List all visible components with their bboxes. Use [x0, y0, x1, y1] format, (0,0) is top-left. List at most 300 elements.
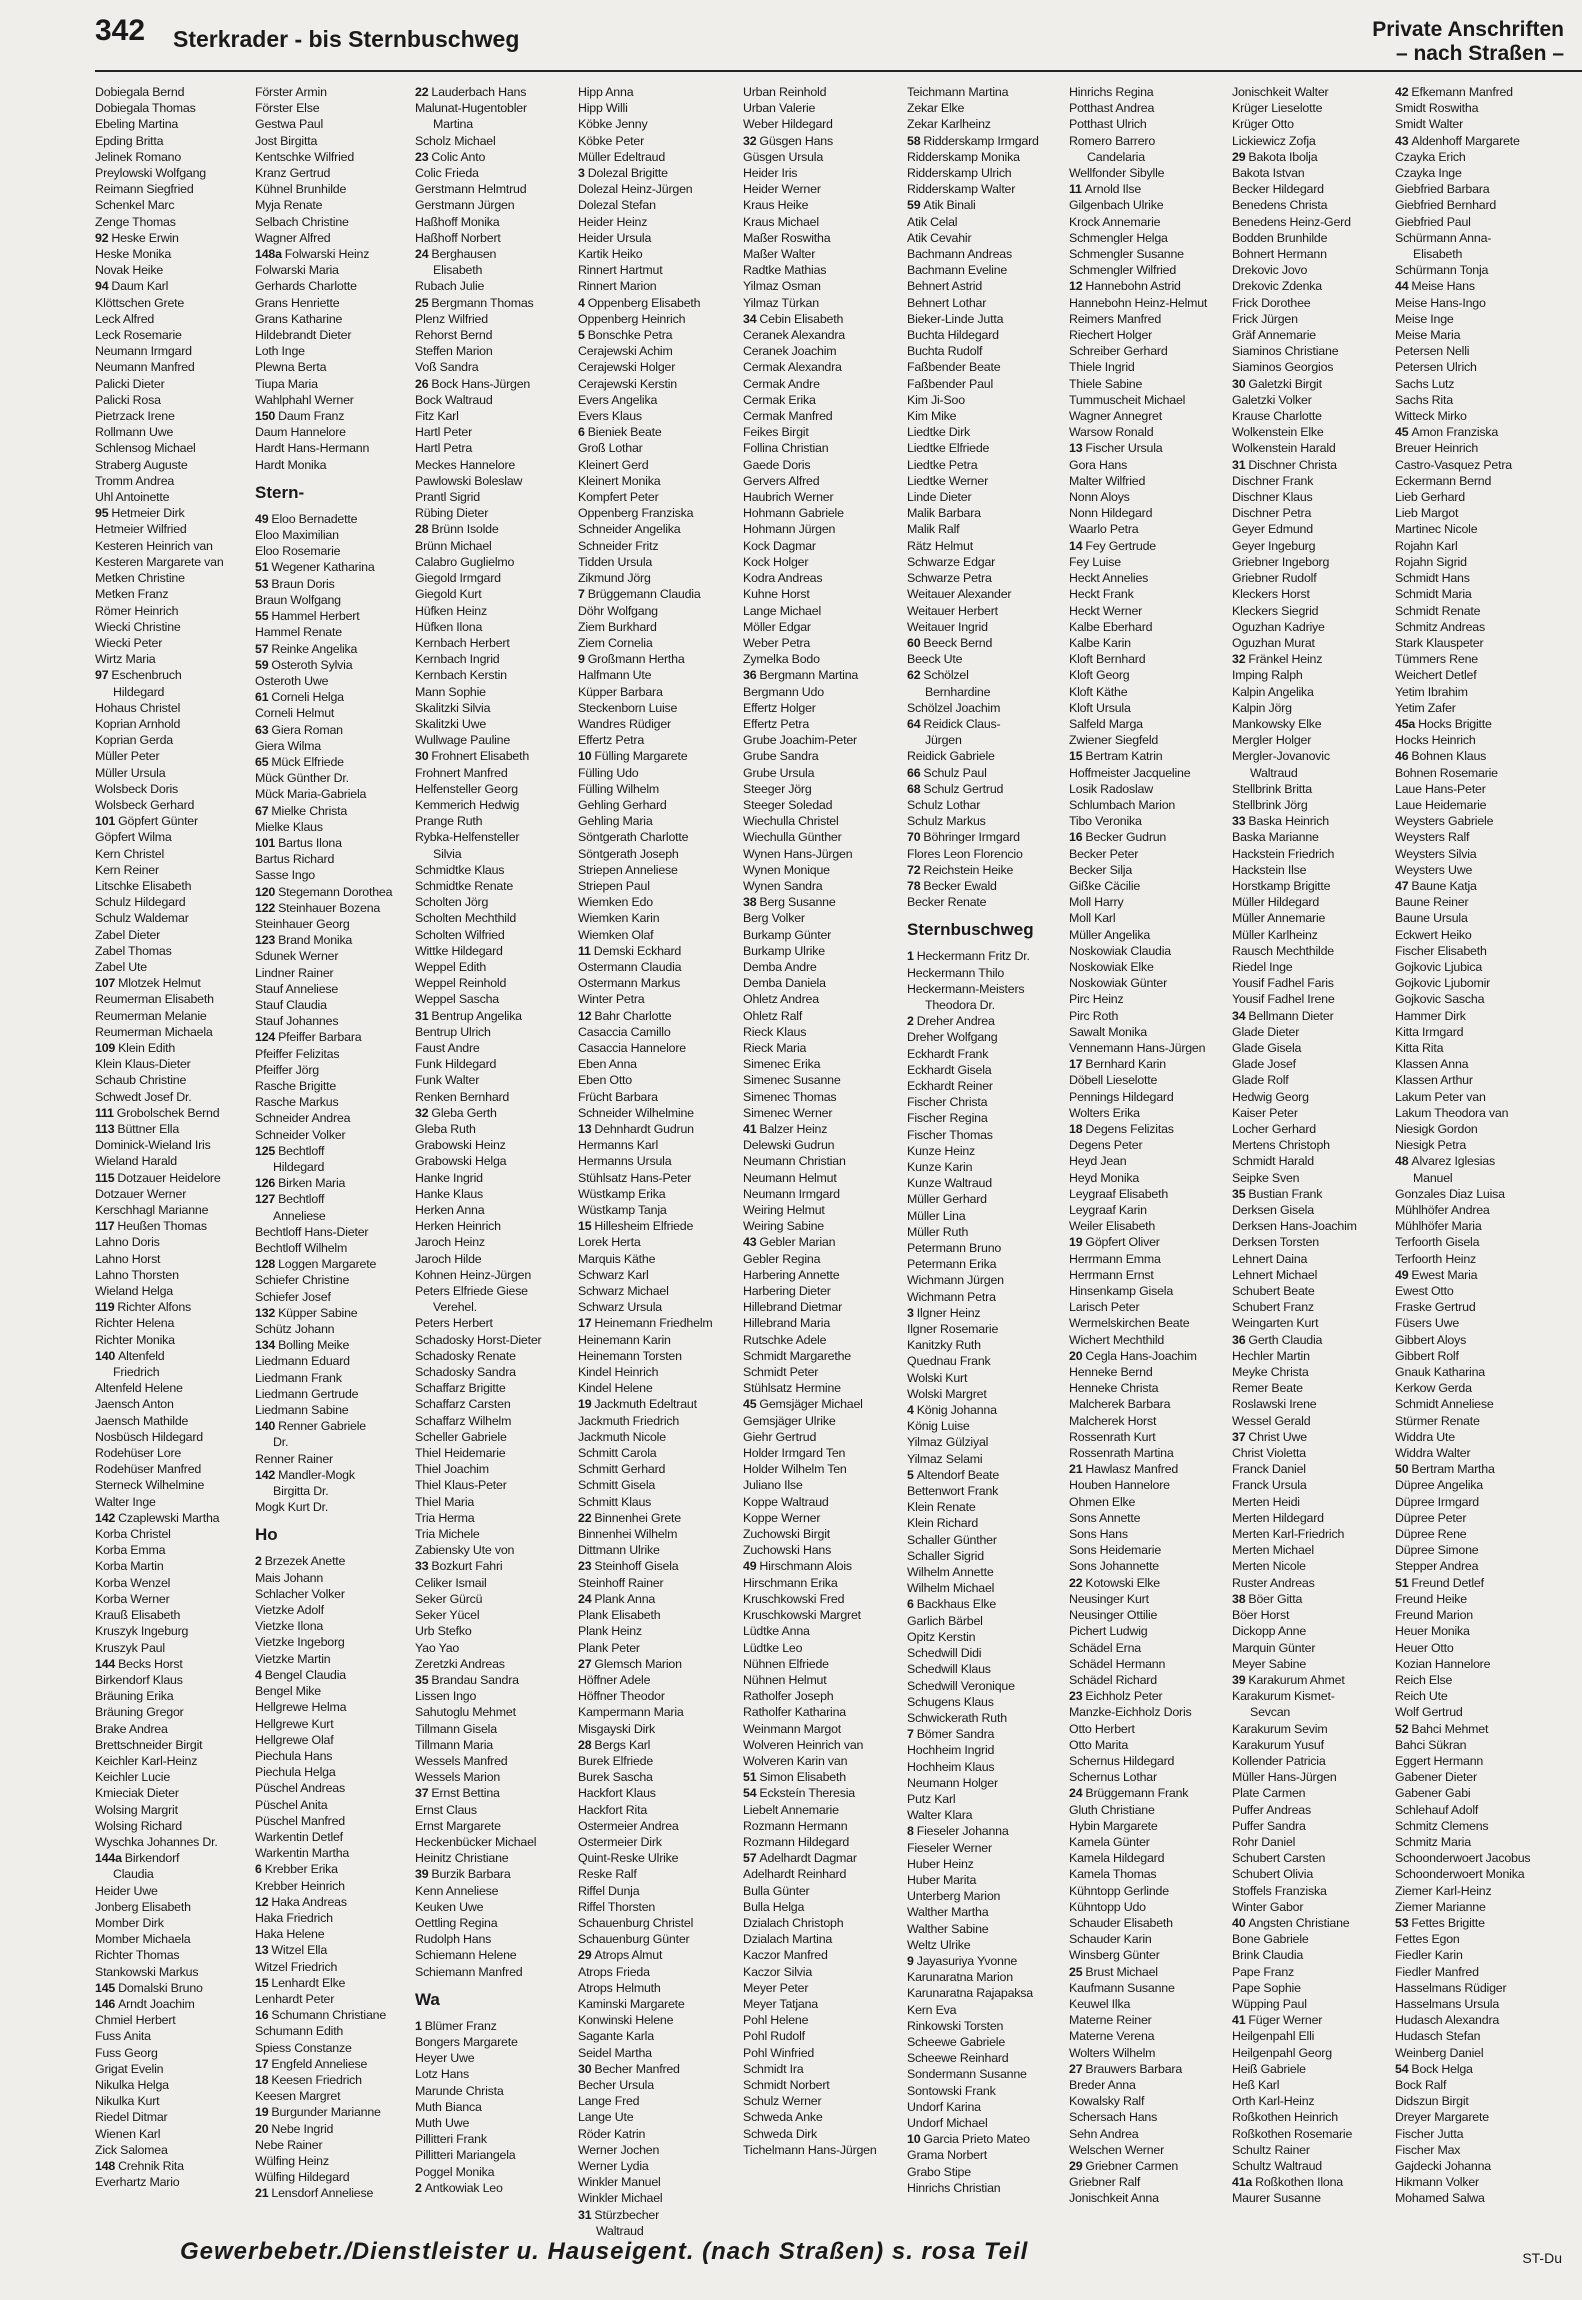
- directory-entry: [1069, 376, 1227, 392]
- directory-entry: [95, 1672, 253, 1688]
- directory-entry: [95, 230, 253, 246]
- directory-entry: [1232, 651, 1390, 667]
- directory-entry: [907, 1078, 1065, 1094]
- resident-name: Efkemann Manfred: [1411, 85, 1513, 99]
- resident-name: Seker Yücel: [415, 1608, 480, 1623]
- resident-name: Kruszyk Ingeburg: [95, 1624, 189, 1639]
- resident-name: Kamela Günter: [1069, 1834, 1150, 1849]
- page-number: 342: [95, 14, 146, 47]
- resident-name: Bernhardine: [925, 684, 991, 699]
- house-number: 18: [255, 2072, 269, 2087]
- resident-name: Christ Uwe: [1248, 1429, 1307, 1444]
- directory-entry: [1395, 1785, 1553, 1801]
- directory-entry: [578, 392, 736, 408]
- house-number: 34: [743, 311, 757, 326]
- resident-name: Dzialach Christoph: [743, 1915, 844, 1930]
- resident-name: Simenec Erika: [743, 1057, 821, 1072]
- resident-name: Gerstmann Helmtrud: [415, 182, 527, 197]
- resident-name: Manzke-Eichholz Doris: [1069, 1705, 1192, 1720]
- directory-entry: [1232, 1056, 1390, 1072]
- resident-name: Neumann Irmgard: [95, 344, 192, 359]
- resident-name: Bongers Margarete: [415, 2034, 518, 2049]
- directory-entry: [1232, 1234, 1390, 1250]
- house-number: 41: [1232, 2013, 1246, 2028]
- resident-name: Christ Violetta: [1232, 1446, 1306, 1461]
- resident-name: Urban Reinhold: [743, 85, 827, 99]
- resident-name: Stankowski Markus: [95, 1964, 199, 1979]
- directory-entry: [95, 1623, 253, 1639]
- directory-entry: [1069, 1170, 1227, 1186]
- directory-column: [578, 84, 736, 2238]
- directory-entry: [1232, 1915, 1390, 1931]
- directory-entry: [743, 1105, 901, 1121]
- resident-name: Walther Martha: [907, 1905, 989, 1920]
- resident-name: Sontowski Frank: [907, 2083, 996, 2098]
- directory-entry: [255, 1370, 413, 1386]
- house-number: 33: [1232, 814, 1246, 829]
- directory-entry: [743, 133, 901, 149]
- resident-name: Düpree Peter: [1395, 1510, 1467, 1525]
- resident-name: Atrops Frieda: [578, 1964, 650, 1979]
- resident-name: Rinkowski Torsten: [907, 2018, 1004, 2033]
- resident-name: Kloft Käthe: [1069, 684, 1128, 699]
- directory-entry: [1395, 489, 1553, 505]
- resident-name: Stühlsatz Hermine: [743, 1381, 841, 1396]
- directory-entry: [95, 440, 253, 456]
- house-number: 19: [578, 1397, 592, 1412]
- directory-entry: [907, 1580, 1065, 1596]
- resident-name: Ostermann Claudia: [578, 959, 682, 974]
- resident-name: Bentrup Angelika: [431, 1008, 522, 1023]
- directory-entry: [907, 700, 1065, 716]
- house-number: 95: [95, 506, 109, 521]
- resident-name: Heider Iris: [743, 166, 798, 181]
- directory-entry: [907, 1094, 1065, 1110]
- directory-entry: [578, 327, 736, 343]
- house-number: 39: [415, 1867, 429, 1882]
- directory-entry: [1232, 424, 1390, 440]
- directory-entry: [255, 343, 413, 359]
- resident-name: Oppenberg Heinrich: [578, 311, 686, 326]
- resident-name: Casaccia Hannelore: [578, 1040, 686, 1055]
- resident-name: Schugens Klaus: [907, 1694, 994, 1709]
- house-number: 67: [255, 803, 269, 818]
- directory-entry: [415, 1785, 573, 1801]
- resident-name: Drekovic Zdenka: [1232, 279, 1322, 294]
- resident-name: Gojkovic Ljubica: [1395, 959, 1483, 974]
- resident-name: Brüggemann Claudia: [587, 587, 701, 602]
- directory-entry: [95, 2158, 253, 2174]
- directory-entry: [1069, 1883, 1227, 1899]
- resident-name: Schauenburg Günter: [578, 1932, 690, 1947]
- directory-entry: [1395, 2174, 1553, 2190]
- directory-entry: [1232, 1137, 1390, 1153]
- directory-entry: [415, 473, 573, 489]
- directory-entry: [1069, 230, 1227, 246]
- resident-name: Grama Norbert: [907, 2148, 988, 2163]
- resident-name: Heider Heinz: [578, 214, 648, 229]
- resident-name: Voß Sandra: [415, 360, 479, 375]
- resident-name: Siaminos Georgios: [1232, 360, 1334, 375]
- resident-name: Arnold Ilse: [1084, 182, 1142, 197]
- resident-name: Klein Renate: [907, 1500, 976, 1515]
- directory-entry: [1069, 473, 1227, 489]
- resident-name: Pohl Rudolf: [743, 2029, 805, 2044]
- house-number: 4: [578, 295, 585, 310]
- resident-name: Schersach Hans: [1069, 2110, 1158, 2125]
- resident-name: Bechtloff: [278, 1143, 325, 1158]
- resident-name: Schmidtke Renate: [415, 878, 514, 893]
- resident-name: Haka Friedrich: [255, 1910, 333, 1925]
- resident-name: Faßbender Paul: [907, 376, 994, 391]
- directory-entry: [907, 1823, 1065, 1839]
- directory-entry: [907, 2050, 1065, 2066]
- house-number: 29: [578, 1948, 592, 1963]
- directory-entry: [1395, 1640, 1553, 1656]
- house-number: 3: [907, 1305, 914, 1320]
- resident-name: Wullwage Pauline: [415, 733, 511, 748]
- directory-entry: [1395, 1477, 1553, 1493]
- directory-entry: [743, 1040, 901, 1056]
- resident-name: Heckermann Thilo: [907, 965, 1005, 980]
- directory-entry: [1069, 2190, 1227, 2206]
- directory-entry: [743, 2109, 901, 2125]
- directory-entry: [578, 1072, 736, 1088]
- directory-entry: [1395, 343, 1553, 359]
- resident-name: Effertz Holger: [743, 700, 816, 715]
- directory-entry: [255, 1127, 413, 1143]
- resident-name: Degens Peter: [1069, 1138, 1143, 1153]
- directory-entry: [1395, 1445, 1553, 1461]
- directory-entry: [415, 846, 573, 862]
- directory-entry: [415, 603, 573, 619]
- resident-name: Beeck Bernd: [923, 635, 993, 650]
- directory-entry: [907, 1726, 1065, 1742]
- directory-entry: [95, 1332, 253, 1348]
- resident-name: Jackmuth Edeltraut: [594, 1397, 697, 1412]
- resident-name: Weinberg Daniel: [1395, 2045, 1484, 2060]
- house-number: 20: [255, 2121, 269, 2136]
- directory-entry: [415, 1623, 573, 1639]
- resident-name: Neumann Irmgard: [743, 1186, 840, 1201]
- resident-name: Malik Barbara: [907, 506, 981, 521]
- resident-name: Merten Hildegard: [1232, 1510, 1324, 1525]
- directory-entry: [1232, 748, 1390, 764]
- directory-entry: [255, 1732, 413, 1748]
- directory-entry: [1232, 1364, 1390, 1380]
- directory-entry: [1069, 2142, 1227, 2158]
- directory-entry: [743, 1380, 901, 1396]
- directory-entry: [255, 424, 413, 440]
- resident-name: Nebe Ingrid: [271, 2121, 334, 2136]
- resident-name: Großmann Hertha: [587, 652, 685, 667]
- resident-name: Jonischkeit Anna: [1069, 2191, 1159, 2206]
- directory-entry: [1395, 408, 1553, 424]
- directory-entry: [1069, 732, 1227, 748]
- resident-name: Piechula Helga: [255, 1765, 336, 1780]
- directory-entry: [415, 667, 573, 683]
- resident-name: Meise Inge: [1395, 311, 1454, 326]
- resident-name: Schädel Erna: [1069, 1640, 1141, 1655]
- directory-entry: [415, 1964, 573, 1980]
- directory-entry: [95, 376, 253, 392]
- directory-entry: [95, 1640, 253, 1656]
- directory-entry: [578, 1202, 736, 1218]
- directory-entry: [578, 1008, 736, 1024]
- directory-entry: [255, 2104, 413, 2120]
- resident-name: Eschenbruch: [111, 668, 182, 683]
- resident-name: Helfensteller Georg: [415, 781, 518, 796]
- directory-entry: [1232, 635, 1390, 651]
- resident-name: Stauf Anneliese: [255, 981, 339, 996]
- resident-name: Backhaus Elke: [916, 1597, 997, 1612]
- resident-name: Wülfing Hildegard: [255, 2170, 350, 2185]
- resident-name: Müller Edeltraud: [578, 149, 666, 164]
- directory-entry: [95, 1283, 253, 1299]
- resident-name: Prange Ruth: [415, 814, 483, 829]
- resident-name: Eckwert Heiko: [1395, 927, 1472, 942]
- directory-entry: [255, 981, 413, 997]
- resident-name: Wandres Rüdiger: [578, 716, 671, 731]
- resident-name: Walter Klara: [907, 1808, 973, 1823]
- resident-name: Gibbert Aloys: [1395, 1332, 1467, 1347]
- directory-entry: [743, 1332, 901, 1348]
- resident-name: Pillitteri Frank: [415, 2132, 487, 2147]
- directory-entry: [578, 2223, 736, 2239]
- directory-entry: [255, 559, 413, 575]
- resident-name: Nikulka Kurt: [95, 2094, 160, 2109]
- resident-name: Schlehauf Adolf: [1395, 1802, 1479, 1817]
- directory-entry: [578, 570, 736, 586]
- resident-name: Ilgner Rosemarie: [907, 1322, 999, 1337]
- house-number: 40: [1232, 1915, 1246, 1930]
- resident-name: Berghausen: [431, 247, 497, 262]
- resident-name: Winsberg Günter: [1069, 1948, 1160, 1963]
- house-number: 16: [255, 2008, 269, 2023]
- directory-entry: [907, 408, 1065, 424]
- directory-entry: [1232, 2061, 1390, 2077]
- resident-name: Degens Felizitas: [1085, 1122, 1174, 1136]
- resident-name: Heske Erwin: [111, 230, 179, 245]
- resident-name: Glade Gisela: [1232, 1040, 1302, 1055]
- directory-entry: [255, 230, 413, 246]
- resident-name: Wegener Katharina: [271, 560, 375, 575]
- directory-entry: [1395, 570, 1553, 586]
- resident-name: Hüfken Ilona: [415, 619, 483, 634]
- directory-entry: [1069, 1526, 1227, 1542]
- directory-column: [255, 84, 413, 2201]
- resident-name: Küpper Barbara: [578, 684, 663, 699]
- directory-entry: [415, 570, 573, 586]
- directory-entry: [907, 1661, 1065, 1677]
- resident-name: Silvia: [433, 846, 462, 861]
- directory-entry: [415, 165, 573, 181]
- directory-entry: [1232, 1558, 1390, 1574]
- directory-entry: [907, 116, 1065, 132]
- resident-name: Folwarski Maria: [255, 263, 339, 278]
- resident-name: Pirc Heinz: [1069, 992, 1124, 1007]
- directory-entry: [415, 927, 573, 943]
- resident-name: Plank Anna: [594, 1591, 656, 1606]
- resident-name: Zuchowski Birgit: [743, 1527, 831, 1542]
- resident-name: Gojkovic Sascha: [1395, 992, 1485, 1007]
- directory-entry: [743, 927, 901, 943]
- directory-entry: [1232, 262, 1390, 278]
- resident-name: Nühnen Helmut: [743, 1672, 827, 1687]
- directory-entry: [95, 1947, 253, 1963]
- directory-entry: [743, 1915, 901, 1931]
- directory-entry: [95, 797, 253, 813]
- directory-entry: [415, 1947, 573, 1963]
- directory-entry: [907, 2034, 1065, 2050]
- resident-name: Wichert Mechthild: [1069, 1332, 1165, 1347]
- directory-entry: [1069, 505, 1227, 521]
- house-number: 1: [415, 2018, 422, 2033]
- directory-entry: [1395, 1575, 1553, 1591]
- directory-entry: [415, 2180, 573, 2196]
- resident-name: Karakurum Kismet-: [1232, 1689, 1335, 1704]
- resident-name: Metken Christine: [95, 571, 185, 586]
- resident-name: Köbke Peter: [578, 133, 644, 148]
- directory-entry: [743, 489, 901, 505]
- resident-name: Misgayski Dirk: [578, 1721, 656, 1736]
- resident-name: Schiefer Christine: [255, 1273, 350, 1288]
- house-number: 4: [907, 1403, 914, 1418]
- resident-name: Hannebohn Astrid: [1085, 279, 1181, 294]
- resident-name: Wüpping Paul: [1232, 1996, 1307, 2011]
- resident-name: Stark Klauspeter: [1395, 635, 1484, 650]
- resident-name: Wiemken Olaf: [578, 927, 654, 942]
- directory-entry: [1395, 84, 1553, 100]
- directory-entry: [1395, 1980, 1553, 1996]
- directory-entry: [415, 1121, 573, 1137]
- directory-entry: [95, 781, 253, 797]
- resident-name: Korba Emma: [95, 1543, 166, 1558]
- directory-entry: [255, 1845, 413, 1861]
- directory-entry: [415, 1105, 573, 1121]
- resident-name: Schmitt Gisela: [578, 1478, 656, 1493]
- resident-name: Putz Karl: [907, 1791, 956, 1806]
- directory-entry: [255, 1451, 413, 1467]
- resident-name: Anneliese: [273, 1208, 326, 1223]
- directory-entry: [1395, 2142, 1553, 2158]
- directory-entry: [95, 1964, 253, 1980]
- resident-name: Büttner Ella: [117, 1122, 180, 1136]
- directory-entry: [743, 862, 901, 878]
- resident-name: Funk Hildegard: [415, 1057, 497, 1072]
- resident-name: Tichelmann Hans-Jürgen: [743, 2142, 877, 2157]
- directory-entry: [578, 1899, 736, 1915]
- resident-name: Casaccia Camillo: [578, 1024, 671, 1039]
- directory-entry: [95, 1980, 253, 1996]
- directory-entry: [415, 1251, 573, 1267]
- directory-entry: [743, 84, 901, 100]
- resident-name: Wieland Harald: [95, 1154, 177, 1169]
- resident-name: Schoonderwoert Jacobus: [1395, 1851, 1531, 1866]
- resident-name: Förster Armin: [255, 85, 327, 99]
- directory-entry: [1069, 2045, 1227, 2061]
- directory-entry: [255, 2121, 413, 2137]
- resident-name: Gerth Claudia: [1248, 1332, 1323, 1347]
- directory-entry: [95, 1056, 253, 1072]
- resident-name: Schwarze Edgar: [907, 554, 996, 569]
- directory-entry: [1069, 392, 1227, 408]
- resident-name: Meckes Hannelore: [415, 457, 516, 472]
- resident-name: Amon Franziska: [1411, 425, 1499, 440]
- directory-entry: [255, 803, 413, 819]
- directory-entry: [578, 846, 736, 862]
- directory-entry: [1232, 392, 1390, 408]
- resident-name: Schwickerath Ruth: [907, 1710, 1007, 1725]
- resident-name: Daum Hannelore: [255, 425, 346, 440]
- directory-entry: [1069, 2174, 1227, 2190]
- directory-entry: [95, 765, 253, 781]
- directory-entry: [255, 1402, 413, 1418]
- directory-entry: [578, 586, 736, 602]
- directory-entry: [95, 424, 253, 440]
- resident-name: Lotz Hans: [415, 2067, 469, 2082]
- directory-entry: [1395, 1396, 1553, 1412]
- directory-entry: [415, 1218, 573, 1234]
- resident-name: Noskowiak Günter: [1069, 976, 1168, 991]
- resident-name: Krause Charlotte: [1232, 409, 1322, 424]
- directory-entry: [1069, 635, 1227, 651]
- resident-name: Kühnel Brunhilde: [255, 182, 347, 197]
- house-number: 32: [415, 1105, 429, 1120]
- resident-name: Malcherek Horst: [1069, 1413, 1157, 1428]
- directory-entry: [578, 2126, 736, 2142]
- directory-entry: [907, 100, 1065, 116]
- resident-name: Merten Nicole: [1232, 1559, 1306, 1574]
- resident-name: Wolveren Karin van: [743, 1753, 848, 1768]
- resident-name: Effertz Petra: [743, 716, 810, 731]
- house-number: 38: [1232, 1591, 1246, 1606]
- directory-entry: [907, 392, 1065, 408]
- resident-name: Oppenberg Franziska: [578, 506, 694, 521]
- directory-entry: [1069, 894, 1227, 910]
- resident-name: Marquin Günter: [1232, 1640, 1316, 1655]
- directory-entry: [1232, 214, 1390, 230]
- directory-entry: [1232, 2012, 1390, 2028]
- directory-entry: [743, 570, 901, 586]
- directory-entry: [95, 1429, 253, 1445]
- house-number: 144: [95, 1656, 116, 1671]
- resident-name: Brzezek Anette: [264, 1554, 346, 1569]
- resident-name: Hillesheim Elfriede: [594, 1219, 694, 1234]
- resident-name: Palicki Dieter: [95, 376, 165, 391]
- directory-entry: [907, 1224, 1065, 1240]
- resident-name: Koppe Waltraud: [743, 1494, 829, 1509]
- resident-name: Pohl Winfried: [743, 2045, 815, 2060]
- resident-name: Spiess Constanze: [255, 2040, 352, 2055]
- resident-name: Schumann Edith: [255, 2024, 344, 2039]
- directory-entry: [578, 181, 736, 197]
- resident-name: Kamela Hildegard: [1069, 1851, 1165, 1866]
- directory-entry: [255, 1467, 413, 1483]
- directory-entry: [95, 1413, 253, 1429]
- resident-name: Weiring Sabine: [743, 1219, 825, 1234]
- directory-entry: [415, 651, 573, 667]
- house-number: 36: [743, 668, 757, 683]
- directory-entry: [1395, 197, 1553, 213]
- directory-entry: [743, 165, 901, 181]
- directory-entry: [578, 554, 736, 570]
- directory-entry: [578, 84, 736, 100]
- house-number: 5: [907, 1467, 914, 1482]
- house-number: 52: [1395, 1721, 1409, 1736]
- resident-name: Wagner Alfred: [255, 230, 331, 245]
- resident-name: Wülfing Heinz: [255, 2153, 329, 2168]
